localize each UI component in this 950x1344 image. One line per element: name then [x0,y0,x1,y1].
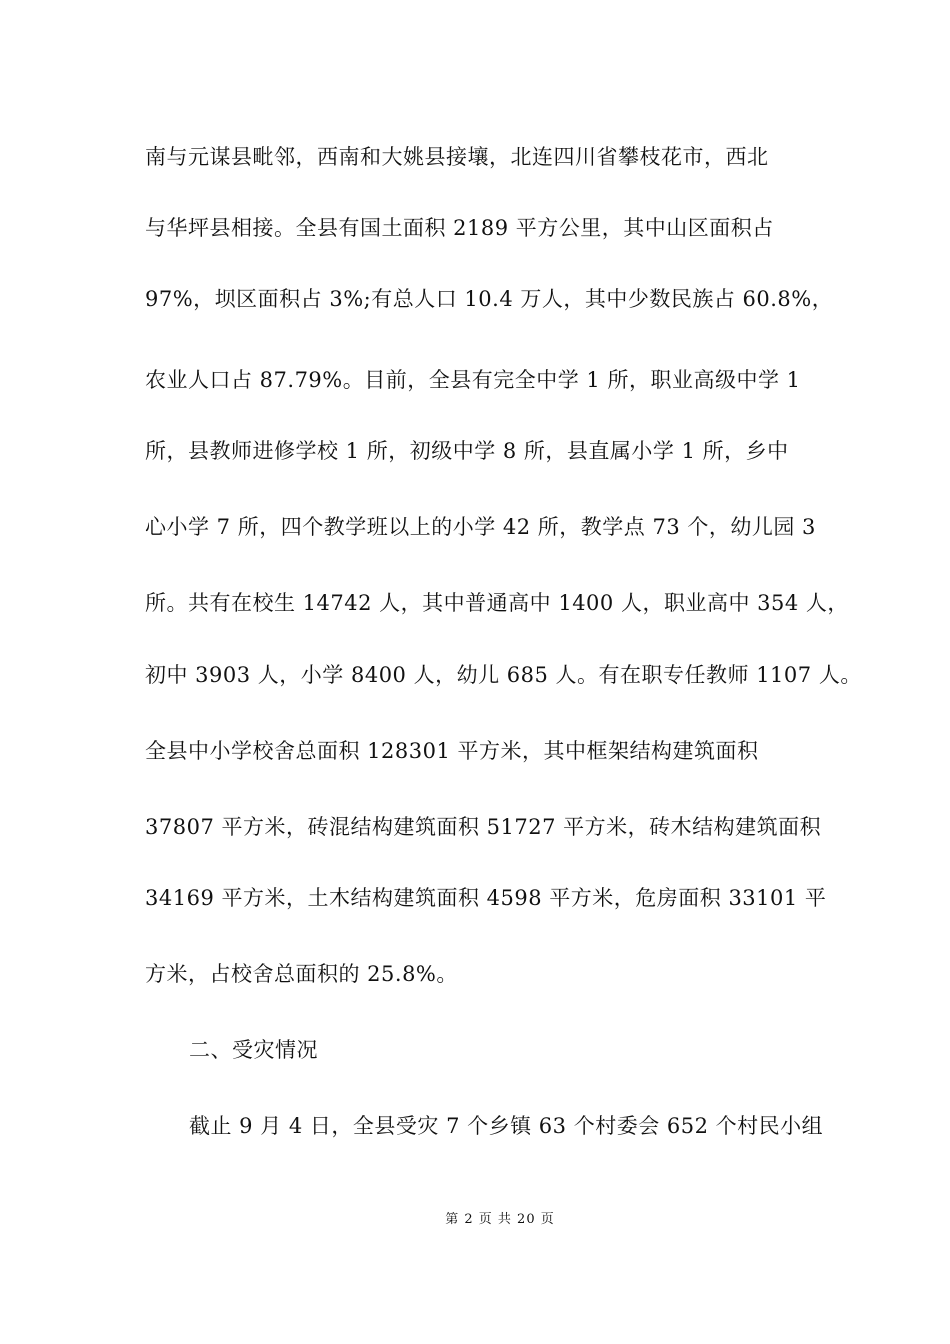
section-heading: 二、受灾情况 [189,1038,318,1062]
paragraph-start: 截止 9 月 4 日，全县受灾 7 个乡镇 63 个村委会 652 个村民小组 [189,1114,824,1138]
body-text-line: 与华坪县相接。全县有国土面积 2189 平方公里，其中山区面积占 [145,216,774,240]
body-text-line: 南与元谋县毗邻，西南和大姚县接壤，北连四川省攀枝花市，西北 [145,145,769,169]
body-text-line: 所，县教师进修学校 1 所，初级中学 8 所，县直属小学 1 所，乡中 [145,439,789,463]
body-text-line: 心小学 7 所，四个教学班以上的小学 42 所，教学点 73 个，幼儿园 3 [145,515,816,539]
body-text-line: 农业人口占 87.79%。目前，全县有完全中学 1 所，职业高级中学 1 [145,368,801,392]
body-text-line: 37807 平方米，砖混结构建筑面积 51727 平方米，砖木结构建筑面积 [145,815,822,839]
body-text-line: 初中 3903 人，小学 8400 人，幼儿 685 人。有在职专任教师 1107 人。 [145,663,862,687]
body-text-line: 全县中小学校舍总面积 128301 平方米，其中框架结构建筑面积 [145,739,759,763]
page-number-footer: 第 2 页 共 20 页 [445,1212,555,1227]
body-text-line: 所。共有在校生 14742 人，其中普通高中 1400 人，职业高中 354 人， [145,591,849,615]
body-text-line: 97%，坝区面积占 3%;有总人口 10.4 万人，其中少数民族占 60.8%， [145,287,834,311]
body-text-line: 方米，占校舍总面积的 25.8%。 [145,962,458,986]
body-text-line: 34169 平方米，土木结构建筑面积 4598 平方米，危房面积 33101 平 [145,886,827,910]
